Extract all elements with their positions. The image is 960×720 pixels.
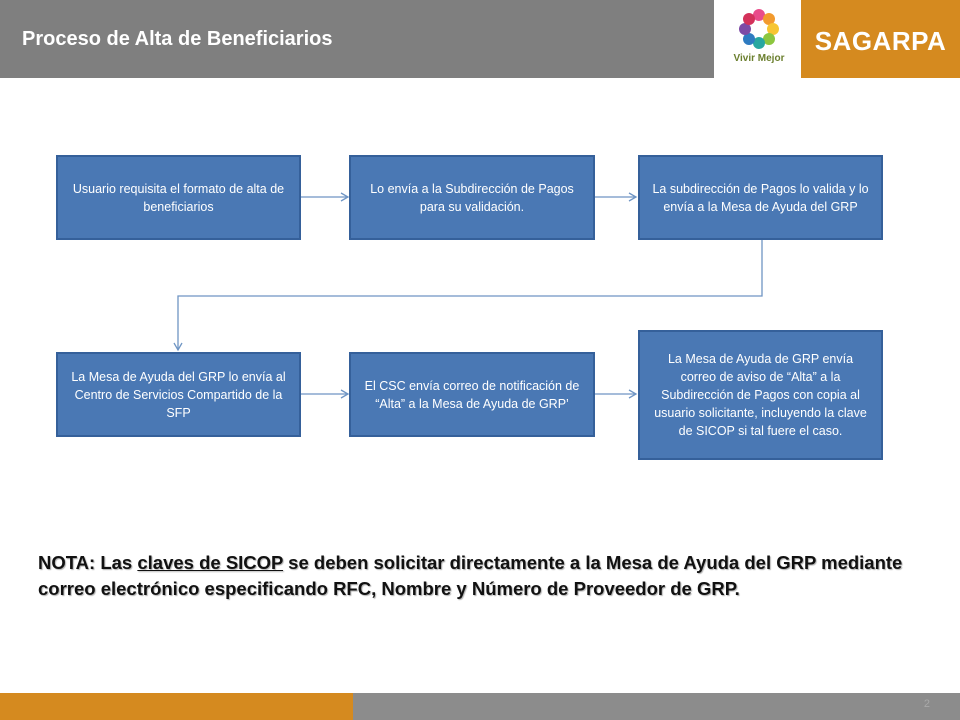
note-prefix: NOTA: Las <box>38 552 138 573</box>
note-text <box>38 550 938 602</box>
step-6-box: La Mesa de Ayuda de GRP envía correo de aviso de “Alta” a la Subdirección de Pagos con copia al usuario solicitante, incluyendo la clave de SICOP si tal fuere el caso. <box>638 330 883 460</box>
footer-bar-right <box>353 693 960 720</box>
step-1-box: Usuario requisita el formato de alta de beneficiarios <box>56 155 301 240</box>
page-number: 2 <box>923 698 930 710</box>
footer-bar-left <box>0 693 353 720</box>
page-title: Proceso de Alta de Beneficiarios <box>22 28 333 50</box>
brand-name: SAGARPA <box>814 26 947 56</box>
step-3-box: La subdirección de Pagos lo valida y lo envía a la Mesa de Ayuda del GRP <box>638 155 883 240</box>
step-5-box: El CSC envía correo de notificación de “Alta” a la Mesa de Ayuda de GRP’ <box>349 352 595 437</box>
note-suffix: se deben solicitar directamente a la Mesa de Ayuda del GRP mediante correo electrónico especificando RFC, Nombre y Número de Proveedor de GRP. <box>38 552 903 599</box>
step-4-box: La Mesa de Ayuda del GRP lo envía al Centro de Servicios Compartido de la SFP <box>56 352 301 437</box>
note-underlined: claves de SICOP <box>137 552 284 573</box>
step-2-box: Lo envía a la Subdirección de Pagos para su validación. <box>349 155 595 240</box>
logo-text: Vivir Mejor <box>733 53 785 64</box>
